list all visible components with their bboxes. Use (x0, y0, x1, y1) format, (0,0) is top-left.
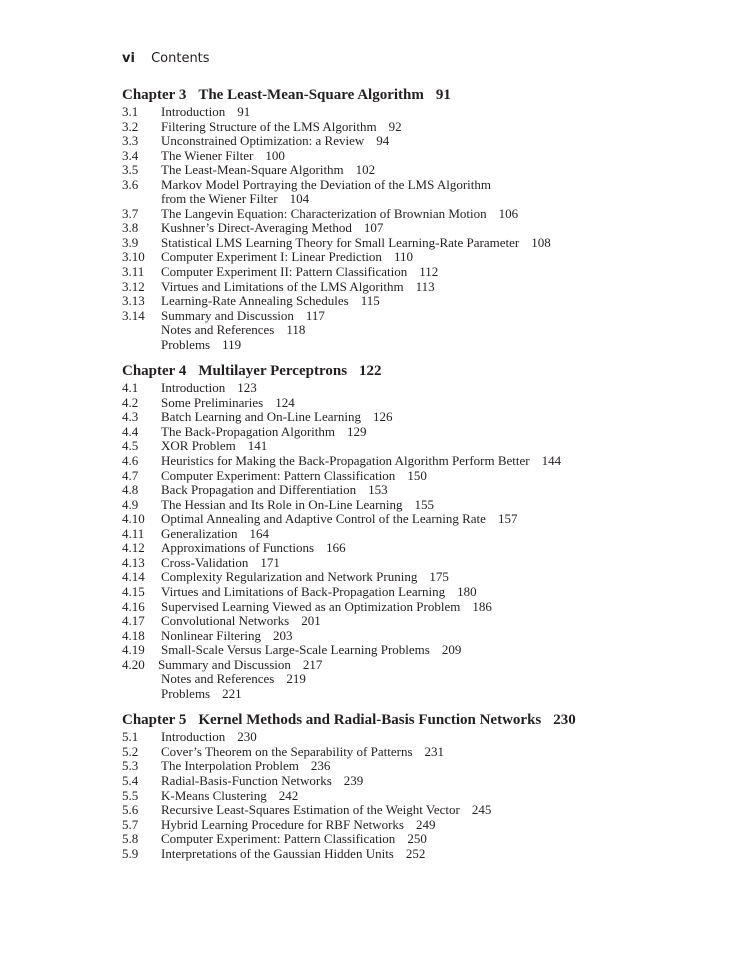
section-number: 5.4 (122, 772, 139, 788)
section-title: Notes and References (161, 671, 275, 687)
section-page: 92 (388, 118, 402, 134)
section-number: 3.4 (122, 147, 139, 163)
section-title: Cover’s Theorem on the Separability of Patterns (161, 743, 413, 759)
section-number: 4.13 (122, 554, 145, 570)
section-number: 3.7 (122, 205, 139, 221)
section-number: 4.6 (122, 453, 139, 469)
chapter-section (122, 362, 722, 701)
section-page: 219 (286, 671, 306, 687)
section-number: 3.10 (122, 249, 145, 265)
toc-entry (122, 774, 722, 789)
chapter-page: 230 (553, 712, 576, 729)
section-title: Convolutional Networks (161, 613, 290, 629)
section-title: Supervised Learning Viewed as an Optimization Problem (161, 598, 461, 614)
toc-entry (122, 439, 722, 454)
section-title: Computer Experiment I: Linear Prediction (161, 249, 382, 265)
section-page: 209 (441, 642, 462, 658)
section-title: Learning-Rate Annealing Schedules (161, 293, 349, 309)
section-title: The Wiener Filter (161, 147, 254, 163)
chapter-label: Chapter (122, 712, 176, 729)
toc-entry (122, 658, 722, 673)
chapter-page: 91 (435, 87, 451, 103)
toc-entry (122, 425, 722, 440)
section-page: 108 (531, 234, 551, 250)
section-title: Cross-Validation (161, 554, 249, 570)
section-number (122, 323, 161, 338)
toc-entry (122, 309, 722, 324)
toc-entry (122, 498, 722, 513)
section-number: 4.15 (122, 583, 145, 599)
section-list (122, 105, 722, 352)
toc-entry (122, 454, 722, 469)
toc-entry (122, 221, 722, 236)
chapter-heading (122, 86, 722, 105)
section-number: 4.17 (122, 613, 145, 629)
section-page: 217 (302, 656, 323, 672)
toc-entry (122, 265, 722, 280)
toc-entry (122, 410, 722, 425)
toc-entry (122, 527, 722, 542)
section-number: 3.6 (122, 176, 139, 192)
section-page: 231 (424, 743, 445, 759)
section-title: Computer Experiment II: Pattern Classification (161, 264, 408, 280)
section-number (122, 687, 161, 702)
toc-entry (122, 120, 722, 135)
section-page: 144 (541, 453, 562, 469)
section-page: 100 (265, 147, 285, 163)
section-number: 4.14 (122, 569, 145, 585)
section-title: Markov Model Portraying the Deviation of the LMS Algorithm (161, 176, 492, 192)
chapter-number: 4 (178, 363, 187, 380)
toc-entry (122, 105, 722, 120)
section-page: 102 (355, 162, 376, 178)
section-title: Problems (161, 685, 211, 701)
section-page: 230 (237, 729, 257, 745)
section-title: Computer Experiment: Pattern Classification (161, 467, 396, 483)
chapter-page: 122 (359, 363, 382, 380)
section-number: 5.6 (122, 802, 139, 818)
chapter-label: Chapter (122, 87, 176, 103)
section-number: 4.5 (122, 438, 139, 454)
section-title: Introduction (161, 380, 226, 396)
toc-entry (122, 789, 722, 804)
toc-entry (122, 629, 722, 644)
section-number: 4.3 (122, 409, 139, 425)
toc-entry (122, 803, 722, 818)
section-page: 242 (278, 787, 299, 803)
running-title: Contents (151, 51, 210, 66)
section-title: Back Propagation and Differentiation (161, 482, 357, 498)
toc-entry (122, 643, 722, 658)
chapter-title: Multilayer Perceptrons (198, 363, 348, 380)
section-page: 141 (247, 438, 268, 454)
section-title: Summary and Discussion (158, 656, 291, 672)
toc-entry (122, 338, 722, 353)
section-number: 3.11 (122, 264, 145, 280)
section-page: 252 (405, 845, 426, 861)
toc-entry (122, 512, 722, 527)
section-list (122, 381, 722, 701)
section-number: 4.8 (122, 482, 139, 498)
toc-entry (122, 614, 722, 629)
section-number: 4.7 (122, 467, 139, 483)
chapter-number: 3 (178, 87, 187, 103)
section-title: Problems (161, 336, 211, 352)
section-title: Unconstrained Optimization: a Review (161, 133, 365, 149)
section-title: XOR Problem (161, 438, 236, 454)
chapter-title: Kernel Methods and Radial-Basis Function Networks (198, 712, 542, 729)
section-title: Nonlinear Filtering (161, 627, 262, 643)
section-page: 245 (471, 802, 492, 818)
section-list (122, 730, 722, 861)
toc-entry (122, 672, 722, 687)
section-number: 5.1 (122, 729, 139, 745)
section-number (122, 192, 161, 207)
section-title: Some Preliminaries (161, 394, 264, 410)
section-number: 4.4 (122, 423, 139, 439)
section-title: The Hessian and Its Role in On-Line Learning (161, 496, 403, 512)
section-title: Introduction (161, 729, 226, 745)
toc-entry (122, 730, 722, 745)
toc-entry (122, 483, 722, 498)
section-title: Statistical LMS Learning Theory for Small Learning-Rate Parameter (161, 234, 520, 250)
section-title: Generalization (161, 525, 238, 541)
section-number: 3.8 (122, 220, 139, 236)
section-title: Notes and References (161, 322, 275, 338)
section-number: 4.16 (122, 598, 145, 614)
section-number: 3.2 (122, 118, 139, 134)
section-number: 3.3 (122, 133, 139, 149)
table-of-contents (122, 86, 722, 871)
toc-entry (122, 178, 722, 193)
section-number: 3.1 (122, 104, 139, 119)
section-page: 119 (222, 336, 242, 352)
section-number (122, 672, 161, 687)
toc-entry (122, 759, 722, 774)
section-title: Heuristics for Making the Back-Propagation Algorithm Perform Better (161, 453, 530, 469)
section-page: 123 (237, 380, 257, 396)
toc-entry (122, 818, 722, 833)
section-number: 4.12 (122, 540, 145, 556)
toc-entry (122, 134, 722, 149)
section-number: 4.11 (122, 525, 145, 541)
section-title: Batch Learning and On-Line Learning (161, 409, 361, 425)
section-title: Introduction (161, 104, 226, 119)
toc-entry (122, 294, 722, 309)
section-number: 4.18 (122, 627, 145, 643)
section-title: Filtering Structure of the LMS Algorithm (161, 118, 377, 134)
section-title: K-Means Clustering (161, 787, 267, 803)
toc-entry (122, 207, 722, 222)
section-number: 4.19 (122, 642, 145, 658)
section-title: Computer Experiment: Pattern Classification (161, 831, 396, 847)
section-page: 201 (301, 613, 321, 629)
section-page: 157 (497, 511, 518, 527)
section-title: The Back-Propagation Algorithm (161, 423, 336, 439)
section-page: 186 (472, 598, 492, 614)
section-page: 175 (429, 569, 449, 585)
section-title: The Least-Mean-Square Algorithm (161, 162, 344, 178)
section-page: 250 (407, 831, 427, 847)
section-title: Interpretations of the Gaussian Hidden Units (161, 845, 394, 861)
section-number: 5.2 (122, 743, 139, 759)
section-page: 126 (372, 409, 393, 425)
toc-entry (122, 163, 722, 178)
section-page: 171 (260, 554, 280, 570)
chapter-label: Chapter (122, 363, 176, 380)
toc-entry (122, 541, 722, 556)
toc-entry (122, 381, 722, 396)
section-page: 164 (249, 525, 270, 541)
toc-entry (122, 832, 722, 847)
section-title: Summary and Discussion (161, 307, 294, 323)
toc-entry (122, 687, 722, 702)
section-page: 129 (347, 423, 367, 439)
chapter-number: 5 (178, 712, 187, 729)
section-number: 5.8 (122, 831, 139, 847)
toc-entry (122, 847, 722, 862)
section-title: Virtues and Limitations of Back-Propagation Learning (161, 583, 446, 599)
section-title: Complexity Regularization and Network Pruning (161, 569, 418, 585)
section-page: 106 (498, 205, 519, 221)
section-page: 94 (376, 133, 390, 149)
section-number: 4.9 (122, 496, 139, 512)
section-number: 4.2 (122, 394, 139, 410)
section-title: The Interpolation Problem (161, 758, 299, 774)
section-title: Hybrid Learning Procedure for RBF Networks (161, 816, 404, 832)
section-page: 118 (286, 322, 306, 338)
running-header (122, 51, 210, 66)
section-number: 4.20 (122, 656, 145, 672)
toc-entry (122, 745, 722, 760)
section-page: 203 (273, 627, 293, 643)
section-title: from the Wiener Filter (161, 191, 278, 207)
toc-entry (122, 280, 722, 295)
section-page: 155 (414, 496, 435, 512)
chapter-section (122, 86, 722, 352)
chapter-title: The Least-Mean-Square Algorithm (198, 87, 424, 103)
section-title: Small-Scale Versus Large-Scale Learning Problems (161, 642, 430, 658)
section-page: 91 (237, 104, 251, 119)
section-page: 239 (343, 772, 364, 788)
section-number (122, 338, 161, 353)
section-number: 5.3 (122, 758, 139, 774)
section-page: 104 (289, 191, 310, 207)
section-page: 221 (222, 685, 242, 701)
section-page: 249 (415, 816, 436, 832)
section-page: 180 (457, 583, 477, 599)
section-number: 3.13 (122, 293, 145, 309)
section-page: 117 (305, 307, 325, 323)
toc-entry (122, 323, 722, 338)
toc-entry (122, 149, 722, 164)
section-page: 113 (415, 278, 435, 294)
section-page: 153 (368, 482, 388, 498)
toc-entry (122, 556, 722, 571)
section-page: 115 (360, 293, 380, 309)
toc-entry (122, 396, 722, 411)
toc-entry (122, 570, 722, 585)
toc-entry (122, 192, 722, 207)
section-page: 150 (407, 467, 427, 483)
section-page: 166 (326, 540, 346, 556)
section-number: 5.7 (122, 816, 139, 832)
section-title: Optimal Annealing and Adaptive Control of the Learning Rate (161, 511, 486, 527)
section-number: 4.10 (122, 511, 145, 527)
section-number: 5.5 (122, 787, 139, 803)
section-title: Virtues and Limitations of the LMS Algorithm (161, 278, 404, 294)
chapter-heading (122, 362, 722, 381)
section-title: Kushner’s Direct-Averaging Method (161, 220, 352, 236)
section-number: 3.14 (122, 307, 145, 323)
section-page: 110 (393, 249, 413, 265)
page-number: vi (122, 51, 135, 66)
section-title: Radial-Basis-Function Networks (161, 772, 332, 788)
section-page: 112 (419, 264, 439, 280)
toc-entry (122, 236, 722, 251)
section-title: Approximations of Functions (161, 540, 315, 556)
toc-entry (122, 585, 722, 600)
section-number: 3.9 (122, 234, 139, 250)
toc-entry (122, 469, 722, 484)
section-title: The Langevin Equation: Characterization of Brownian Motion (161, 205, 487, 221)
section-page: 236 (310, 758, 331, 774)
section-title: Recursive Least-Squares Estimation of the Weight Vector (161, 802, 460, 818)
section-page: 107 (363, 220, 384, 236)
section-number: 5.9 (122, 845, 139, 861)
chapter-heading (122, 711, 722, 730)
toc-entry (122, 250, 722, 265)
section-number: 4.1 (122, 380, 139, 396)
section-page: 124 (275, 394, 295, 410)
section-number: 3.12 (122, 278, 145, 294)
section-number: 3.5 (122, 162, 139, 178)
chapter-section (122, 711, 722, 861)
toc-entry (122, 600, 722, 615)
